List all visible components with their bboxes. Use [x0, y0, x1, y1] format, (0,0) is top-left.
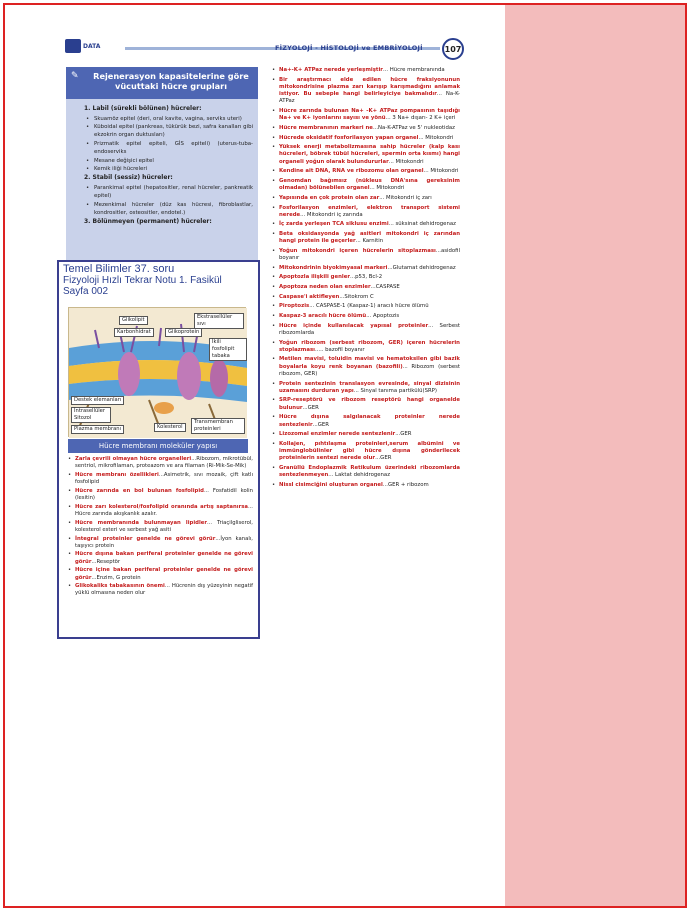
label-phospholipid-bilayer: İkili fosfolipit tabaka — [209, 338, 247, 361]
question-text: Hücre membranının markeri ne — [279, 124, 373, 131]
list-item — [272, 265, 460, 272]
label-carbohydrate: Karbonhidrat — [114, 328, 154, 337]
question-text: Granüllü Endoplazmik Retikulum üzerindeki ribozomlarda sentezlenmeyen — [279, 465, 460, 479]
question-text: Glikokaliks tabakasının önemi — [75, 583, 165, 590]
list-item — [272, 135, 460, 142]
label-plasma-membrane: Plazma membranı — [71, 425, 124, 434]
question-text: Na+-K+ ATPaz nerede yerleşmiştir — [279, 67, 383, 73]
question-text: Apoptozla ilişkili genler — [279, 274, 351, 281]
publisher-logo — [65, 38, 123, 54]
list-item — [272, 108, 460, 123]
question-text: Hücrede oksidatif fosforilasyon yapan organel — [279, 134, 419, 141]
cell-membrane-illustration — [68, 307, 246, 437]
question-text: Yapısında en çok protein olan zar — [279, 194, 380, 201]
list-item — [68, 567, 253, 581]
answer-text: ... Fosfatidil kolin (lesitin) — [75, 487, 253, 502]
question-text: Lizozomal enzimler nerede sentezlenir — [279, 431, 396, 438]
question-text: Fosforilasyon enzimleri, elektron transport sistemi nerede — [279, 204, 460, 218]
organelle-facts-list — [272, 67, 460, 492]
answer-text: ... Triaçilgliserol, kolesterol esteri ve serbest yağ asiti — [75, 519, 253, 533]
answer-text: ... Hücre zarında akışkanlık azalır. — [75, 503, 253, 517]
question-text: Nissl cisimciğini oluşturan organel — [279, 481, 383, 488]
question-text: SRP-reseptörü ve ribozom reseptörü hangi organelde bulunur — [279, 397, 460, 411]
list-item — [272, 284, 460, 291]
list-item — [272, 303, 460, 310]
question-text: Hücre zarı kolesterol/fosfolipid oranında artış saptanırsa — [75, 503, 248, 510]
question-text: Hücre içinde kullanılacak yapısal proteinler — [279, 322, 429, 329]
label-transmembrane-proteins: Transmembran proteinleri — [191, 418, 245, 434]
list-item — [272, 441, 460, 463]
label-glycoprotein: Glikoprotein — [165, 328, 202, 337]
answer-text: ... Karnitin — [355, 238, 384, 245]
list-item — [272, 294, 460, 301]
logo-mark-icon — [65, 39, 81, 53]
answer-text: ... Apoptozis — [366, 313, 400, 320]
channel-protein — [210, 359, 228, 397]
answer-text: ...Na-K-ATPaz ve 5' nukleotidaz — [372, 124, 455, 131]
answer-text: ..... bazofil boyanır — [314, 346, 365, 353]
list-item — [272, 323, 460, 338]
list-item — [272, 340, 460, 355]
list-item — [272, 221, 460, 228]
list-item — [272, 231, 460, 246]
membrane-facts-list — [68, 456, 253, 599]
label-glycolipid: Glikolipit — [119, 316, 148, 325]
list-item — [68, 472, 253, 486]
answer-text: ... Mitokondri — [418, 134, 454, 141]
answer-text: ...Reseptör — [91, 558, 121, 565]
pen-icon: ✎ — [71, 71, 79, 81]
answer-text: ...Sitokrom C — [339, 293, 374, 300]
answer-text: ...GER — [312, 421, 329, 428]
list-item — [68, 551, 253, 565]
question-text: İntegral proteinler genelde ne görevi görür — [75, 535, 216, 542]
question-text: Beta oksidasyonda yağ asitleri mitokondri iç zarından hangi protein ile geçerler — [279, 231, 460, 245]
question-text: Kendine ait DNA, RNA ve ribozomu olan organel — [279, 168, 424, 175]
list-item — [272, 431, 460, 438]
list-item — [272, 274, 460, 281]
answer-text: ...GER — [395, 431, 412, 438]
peripheral-protein — [154, 402, 174, 414]
question-text: Metilen mavisi, toluidin mavisi ve hematoksilen gibi bazik boyalarla koyu renk boyanan (bazofili) — [279, 356, 460, 370]
answer-text: ...GER + ribozom — [382, 481, 429, 488]
label-extracellular-fluid: Ekstrasellüler sıvı — [194, 313, 244, 329]
list-item: • Mesane değişici epitel — [80, 157, 253, 165]
question-text: Hücre zarında en bol bulunan fosfolipid — [75, 487, 204, 494]
list-item: • Skuamöz epitel (deri, oral kavite, vagina, serviks uteri) — [80, 115, 253, 123]
label-intracellular: İntrasellüler Sitozol — [71, 407, 111, 423]
answer-text: ... Mitokondri — [369, 185, 405, 192]
answer-text: ...asidofil boyanır — [279, 247, 460, 262]
list-item — [272, 397, 460, 412]
question-text: Caspase'i aktifleyen — [279, 293, 340, 300]
answer-text: ... Sinyal tanıma partikülü(SRP) — [353, 387, 437, 394]
answer-text: ... Serbest ribozomlarda — [279, 322, 460, 336]
answer-text: ... Mitokondri iç zarında — [300, 211, 363, 218]
list-item — [272, 77, 460, 106]
list-item — [68, 520, 253, 534]
list-item: • Prizmatik epitel epiteli, GİS epiteli) (uterus-tuba-endoserviks — [80, 140, 253, 157]
regeneration-box-header — [66, 67, 258, 99]
list-item — [272, 381, 460, 396]
membrane-section-box — [57, 260, 260, 639]
question-text: Yoğun mitokondri içeren hücrelerin sitoplazması — [279, 247, 436, 254]
question-text: Yoğun ribozom (serbest ribozom, GER) içeren hücrelerin stoplazması — [279, 339, 460, 353]
label-support-elements: Destek elemanları — [71, 396, 124, 405]
list-item — [272, 144, 460, 166]
list-item — [272, 178, 460, 193]
right-margin-band — [505, 5, 685, 906]
answer-text: ... Na-K-ATPaz — [279, 91, 460, 105]
question-text: Mitokondrinin biyokimyasal markeri — [279, 264, 388, 271]
answer-text: ... Mitokondri — [423, 168, 459, 175]
integral-protein — [118, 352, 140, 396]
question-text: Kollajen, pıhtılaşma proteinleri,serum albümini ve immünglobülinler gibi hücre dışına gönderilecek proteinlerin sentezi nerede olur — [279, 440, 460, 462]
question-text: Piroptozis — [279, 303, 310, 310]
source-note — [59, 262, 258, 304]
question-text: Protein sentezinin translasyon evresinde, sinyal dizisinin uzamasını durduran yapı — [279, 380, 460, 394]
question-text: Hücre membranı özellikleri — [75, 471, 159, 478]
answer-text: ...Asimetrik, sıvı mozaik, çift katlı fosfolipid — [75, 471, 253, 486]
question-text: Yüksek enerji metabolizmasına sahip hücreler (kalp kası hücreleri, böbrek tübül hücreleri, spermin orta kısmı) hangi organeli yoğun olarak bulundururlar — [279, 144, 460, 165]
source-note-line1: Temel Bilimler 37. soru — [63, 263, 175, 275]
question-text: Bir araştırmacı elde edilen hücre fraksiyonunun mitokondrisine plazma zarı karışıp karışmadığını anlamak istiyor. Bu sebeple hangi belirleyiciye bakmalıdır — [279, 76, 460, 98]
labile-heading: 1. Labil (sürekli bölünen) hücreler: — [84, 105, 202, 112]
logo-text: DATA — [83, 42, 101, 50]
regeneration-title-line1: Rejenerasyon kapasitelerine göre — [93, 71, 249, 81]
question-text: Hücre içine bakan periferal proteinler genelde ne görevi görür — [75, 567, 253, 581]
regeneration-box-body — [66, 99, 258, 261]
label-cholesterol: Kolesterol — [154, 423, 186, 432]
answer-text: ...GER — [375, 455, 392, 462]
question-text: Zarla çevrili olmayan hücre organelleri — [75, 456, 192, 462]
running-head: FİZYOLOJİ - HİSTOLOJİ ve EMBRİYOLOJİ — [275, 44, 423, 52]
list-item — [68, 488, 253, 502]
answer-text: ...İyon kanalı, taşıyıcı protein — [75, 535, 253, 549]
list-item — [68, 536, 253, 550]
answer-text: ...Enzim, G protein — [91, 574, 141, 581]
question-text: İç zarda yerleşen TCA siklusu enzimi — [279, 221, 389, 228]
list-item — [68, 504, 253, 518]
list-item — [272, 356, 460, 378]
answer-text: ...p53, Bcl-2 — [350, 274, 383, 281]
question-text: Kaspaz-3 aracılı hücre ölümü — [279, 313, 367, 320]
list-item: • Parankimal epitel (hepatositler, renal hücreler, pankreatik epitel) — [80, 184, 253, 201]
answer-text: ... Mitokondri — [388, 158, 424, 165]
question-text: Hücre zarında bulunan Na+ -K+ ATPaz pompasının taşıdığı Na+ ve K+ iyonlarını sayısı ve yönü — [279, 108, 460, 122]
list-item — [68, 456, 253, 470]
regeneration-title-line2: vücuttaki hücre grupları — [114, 81, 228, 91]
list-item — [272, 205, 460, 220]
answer-text: ...CASPASE — [370, 284, 400, 291]
membrane-caption: Hücre membranı moleküler yapısı — [68, 439, 248, 453]
question-text: Genomdan bağımsız (nükleus DNA'sına gereksinim olmadan) bölünebilen organel — [279, 177, 460, 192]
list-item: • Kemik iliği hücreleri — [80, 165, 253, 173]
list-item — [272, 313, 460, 320]
source-note-line3: Sayfa 002 — [63, 286, 109, 297]
answer-text: ... Mitokondri iç zarı — [379, 194, 432, 201]
list-item — [272, 168, 460, 175]
question-text: Apoptoza neden olan enzimler — [279, 284, 371, 291]
list-item — [272, 67, 460, 74]
answer-text: ... Hücre membranında — [382, 67, 445, 73]
list-item — [272, 248, 460, 263]
answer-text: ... 3 Na+ dışarı- 2 K+ içeri — [385, 115, 456, 122]
source-note-line2: Fizyoloji Hızlı Tekrar Notu 1. Fasikül — [63, 275, 222, 286]
list-item — [272, 465, 460, 480]
question-text: Hücre membranında bulunmayan lipidler — [75, 519, 207, 526]
answer-text: ... Ribozom (serbest ribozom, GER) — [279, 363, 461, 377]
answer-text: ... süksinat dehidrogenaz — [388, 221, 456, 228]
list-item — [272, 195, 460, 202]
answer-text: ... Laktat dehidrogenaz — [328, 472, 391, 479]
stable-heading: 2. Stabil (sessiz) hücreler: — [84, 174, 173, 182]
answer-text: ... CASPASE-1 (Kaspaz-1) aracılı hücre ölümü — [309, 303, 429, 310]
answer-text: ...Glutamat dehidrogenaz — [387, 264, 456, 271]
permanent-heading: 3. Bölünmeyen (permanent) hücreler: — [84, 218, 212, 226]
answer-text: ...Ribozom, mikrotübül, sentriol, mikrofilaman, proteazom ve ara filaman (Ri-Mik-Se-Mik) — [75, 456, 253, 470]
question-text: Hücre dışına salgılanacak proteinler nerede sentezlenir — [279, 414, 460, 428]
list-item: • Mezenkimal hücreler (düz kas hücresi, fibroblastlar, kondrositler, osteositler, endotel.) — [80, 201, 253, 218]
list-item: • Küboidal epitel (pankreas, tükürük bezi, safra kanalları gibi ekzokrin organ duktusları) — [80, 123, 253, 140]
list-item — [68, 583, 253, 597]
question-text: Hücre dışına bakan periferal proteinler genelde ne görevi görür — [75, 551, 253, 565]
regeneration-box — [66, 67, 258, 261]
list-item — [272, 414, 460, 429]
transmembrane-protein — [177, 352, 201, 400]
page-number: 107 — [442, 38, 464, 60]
answer-text: ...GER — [302, 404, 319, 411]
list-item — [272, 482, 460, 489]
list-item — [272, 125, 460, 132]
answer-text: ... Hücrenin dış yüzeyinin negatif yüklü olmasına neden olur — [75, 583, 253, 597]
